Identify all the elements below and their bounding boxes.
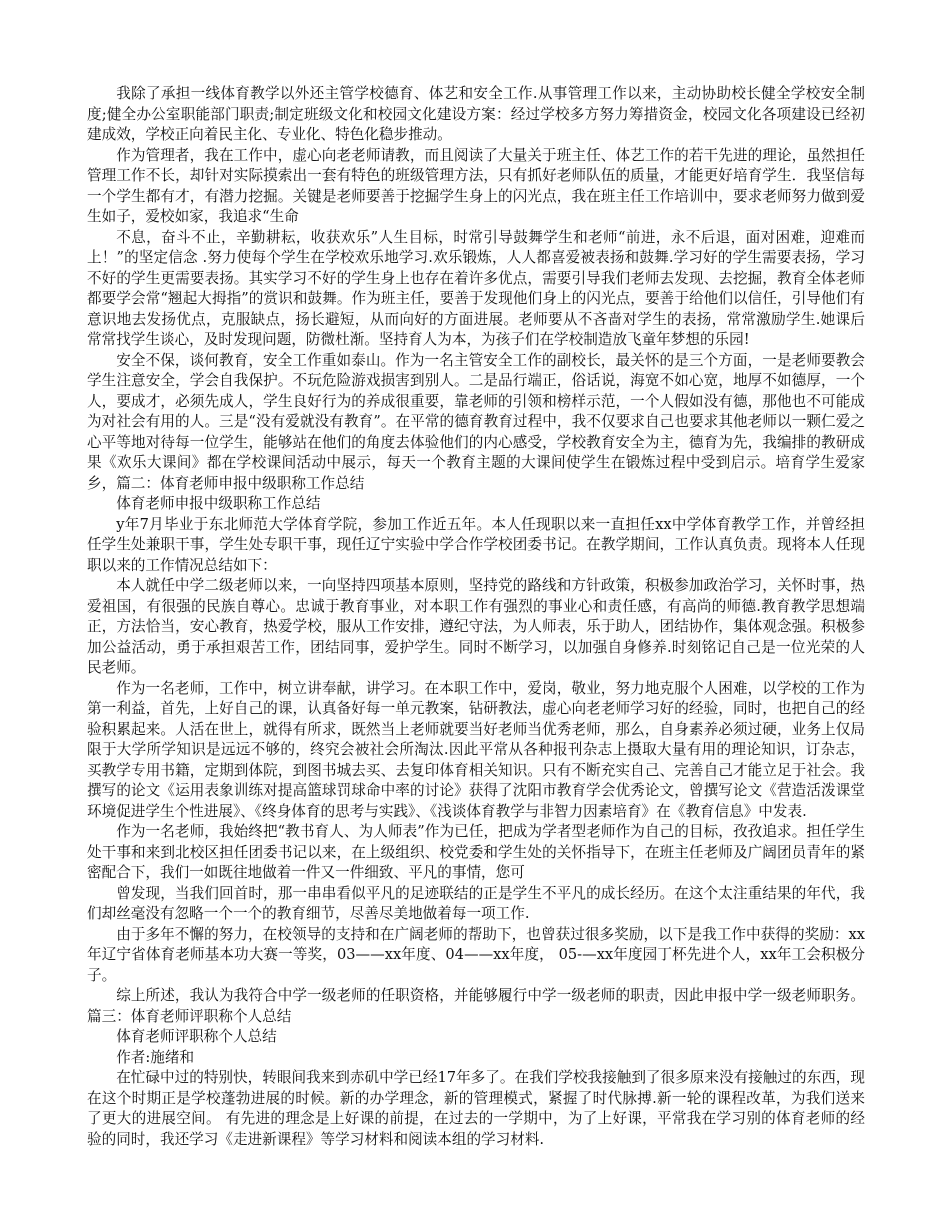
author-line: 作者:施绪和 bbox=[116, 1048, 195, 1066]
paragraph: 综上所述，我认为我符合中学一级老师的任职资格，并能够履行中学一级老师的职责，因此申报中学一级老师职务。篇三：体育老师评职称个人总结 bbox=[87, 987, 865, 1025]
paragraph: y年7月毕业于东北师范大学体育学院，参加工作近五年。本人任现职以来一直担任xx中学体育教学工作，并曾经担任学生处兼职干事，学生处专职干事，现任辽宁实验中学合作学校团委书记。在教学期间，工作认真负责。现将本人任现职以来的工作情况总结如下： bbox=[87, 515, 865, 574]
paragraph: 本人就任中学二级老师以来，一向坚持四项基本原则，坚持党的路线和方针政策，积极参加政治学习，关怀时事，热爱祖国，有很强的民族自尊心。忠诚于教育事业，对本职工作有强烈的事业心和责任感，有高尚的师德.教育教学思想端正，方法恰当，安心教育，热爱学校，服从工作安排，遵纪守法，为人师表，乐于助人，团结协作，集体观念强。积极参加公益活动，勇于承担艰苦工作，团结同事，爱护学生。同时不断学习，以加强自身修养.时刻铭记自己是一位光荣的人民老师。 bbox=[87, 577, 865, 676]
paragraph: 曾发现，当我们回首时，那一串串看似平凡的足迹联结的正是学生不平凡的成长经历。在这个太注重结果的年代，我们却丝毫没有忽略一个一个的教育细节，尽善尽美地做着每一项工作. bbox=[87, 884, 865, 922]
paragraph: 作为管理者，我在工作中，虚心向老老师请教，而且阅读了大量关于班主任、体艺工作的若干先进的理论，虽然担任管理工作不长，却针对实际摸索出一套有特色的班级管理方法，只有抓好老师队伍的质量，才能更好培育学生．我坚信每一个学生都有才，有潜力挖掘。关键是老师要善于挖掘学生身上的闪光点，我在班主任工作培训中，要求老师努力做到爱生如子，爱校如家，我追求“生命 bbox=[87, 146, 865, 225]
paragraph: 作为一名老师，工作中，树立讲奉献，讲学习。在本职工作中，爱岗，敬业，努力地克服个人困难，以学校的工作为第一利益，首先，上好自己的课，认真备好每一单元教案，钻研教法，虚心向老老师学习好的经验，同时，也把自己的经验积累起来。人活在世上，就得有所求，既然当上老师就要当好老师当优秀老师，那么，自身素养必须过硬，业务上仅局限于大学所学知识是远远不够的，终究会被社会所淘汰.因此平常从各种报刊杂志上摄取大量有用的理论知识，订杂志，买教学专用书籍，定期到体院，到图书城去买、去复印体育相关知识。只有不断充实自己、完善自己才能立足于社会。我撰写的论文《运用表象训练对提高篮球罚球命中率的讨论》获得了沈阳市教育学会优秀论文，曾撰写论文《营造活泼课堂环境促进学生个性进展》、《终身体育的思考与实践》、《浅谈体育教学与非智力因素培育》在《教育信息》中发表. bbox=[87, 679, 865, 820]
paragraph: 在忙碌中过的特别快，转眼间我来到赤矶中学已经17年多了。在我们学校我接触到了很多原来没有接触过的东西，现在这个时期正是学校蓬勃进展的时候。新的办学理念，新的管理模式，紧握了时代脉搏.新一轮的课程改革，为我们送来了更大的进展空间。 有先进的理念是上好课的前提，在过去的一学期中，为了上好课，平常我在学习别的体育老师的经验的同时，我还学习《走进新课程》等学习材料和阅读本组的学习材料. bbox=[87, 1069, 865, 1148]
paragraph: 由于多年不懈的努力，在校领导的支持和在广阔老师的帮助下，也曾获过很多奖励，以下是我工作中获得的奖励：xx年辽宁省体育老师基本功大赛一等奖，03——xx年度、04——xx年度， 05-—xx年度园丁杯先进个人，xx年工会积极分子。 bbox=[87, 925, 865, 984]
section-heading: 体育老师申报中级职称工作总结 bbox=[116, 495, 321, 512]
paragraph: 安全不保，谈何教育，安全工作重如泰山。作为一名主管安全工作的副校长，最关怀的是三个方面，一是老师要教会学生注意安全，学会自我保护。不玩危险游戏损害到别人。二是品行端正，俗话说，海宽不如心宽，地厚不如德厚，一个人，要成才，必须先成人，学生良好行为的养成很重要，靠老师的引领和榜样示范，一个人假如没有德，那他也不可能成为对社会有用的人。三是“没有爱就没有教育”。在平常的德育教育过程中，我不仅要求自己也要求其他老师以一颗仁爱之心平等地对待每一位学生，能够站在他们的角度去体验他们的内心感受，学校教育安全为主，德育为先，我编排的教研成果《欢乐大课间》都在学校课间活动中展示，每天一个教育主题的大课间使学生在锻炼过程中受到启示。培育学生爱家乡，篇二：体育老师申报中级职称工作总结 bbox=[87, 351, 865, 492]
paragraph: 不息，奋斗不止，辛勤耕耘，收获欢乐”人生目标，时常引导鼓舞学生和老师“前进，永不后退，面对困难，迎难而上！”的坚定信念 .努力使每个学生在学校欢乐地学习.欢乐锻炼，人人都喜爱被表扬和鼓舞.学习好的学生需要表扬，学习不好的学生更需要表扬。其实学习不好的学生身上也存在着许多优点，需要引导我们老师去发现、去挖掘，教育全体老师都要学会常“翘起大拇指”的赏识和鼓舞。作为班主任，要善于发现他们身上的闪光点，要善于给他们以信任，引导他们有意识地去发扬优点，克服缺点，扬长避短，从而向好的方面进展。老师要从不吝啬对学生的表扬，常常激励学生.她课后常常找学生谈心，及时发现问题，防微杜渐。坚持育人为本，为孩子们在学校制造放飞童年梦想的乐园! bbox=[87, 228, 865, 348]
paragraph: 我除了承担一线体育教学以外还主管学校德育、体艺和安全工作.从事管理工作以来，主动协助校长健全学校安全制度;健全办公室职能部门职责;制定班级文化和校园文化建设方案：经过学校多方努力筹措资金，校园文化各项建设已经初建成效，学校正向着民主化、专业化、特色化稳步推动。 bbox=[87, 85, 865, 143]
section-heading: 体育老师评职称个人总结 bbox=[116, 1028, 277, 1045]
paragraph: 作为一名老师，我始终把“教书育人、为人师表”作为已任，把成为学者型老师作为自己的目标，孜孜追求。担任学生处干事和来到北校区担任团委书记以来，在上级组织、校党委和学生处的关怀指导下，在班主任老师及广阔团员青年的紧密配合下，我们一如既往地做着一件又一件细致、平凡的事情，您可 bbox=[87, 823, 865, 881]
document-body bbox=[87, 84, 865, 1150]
